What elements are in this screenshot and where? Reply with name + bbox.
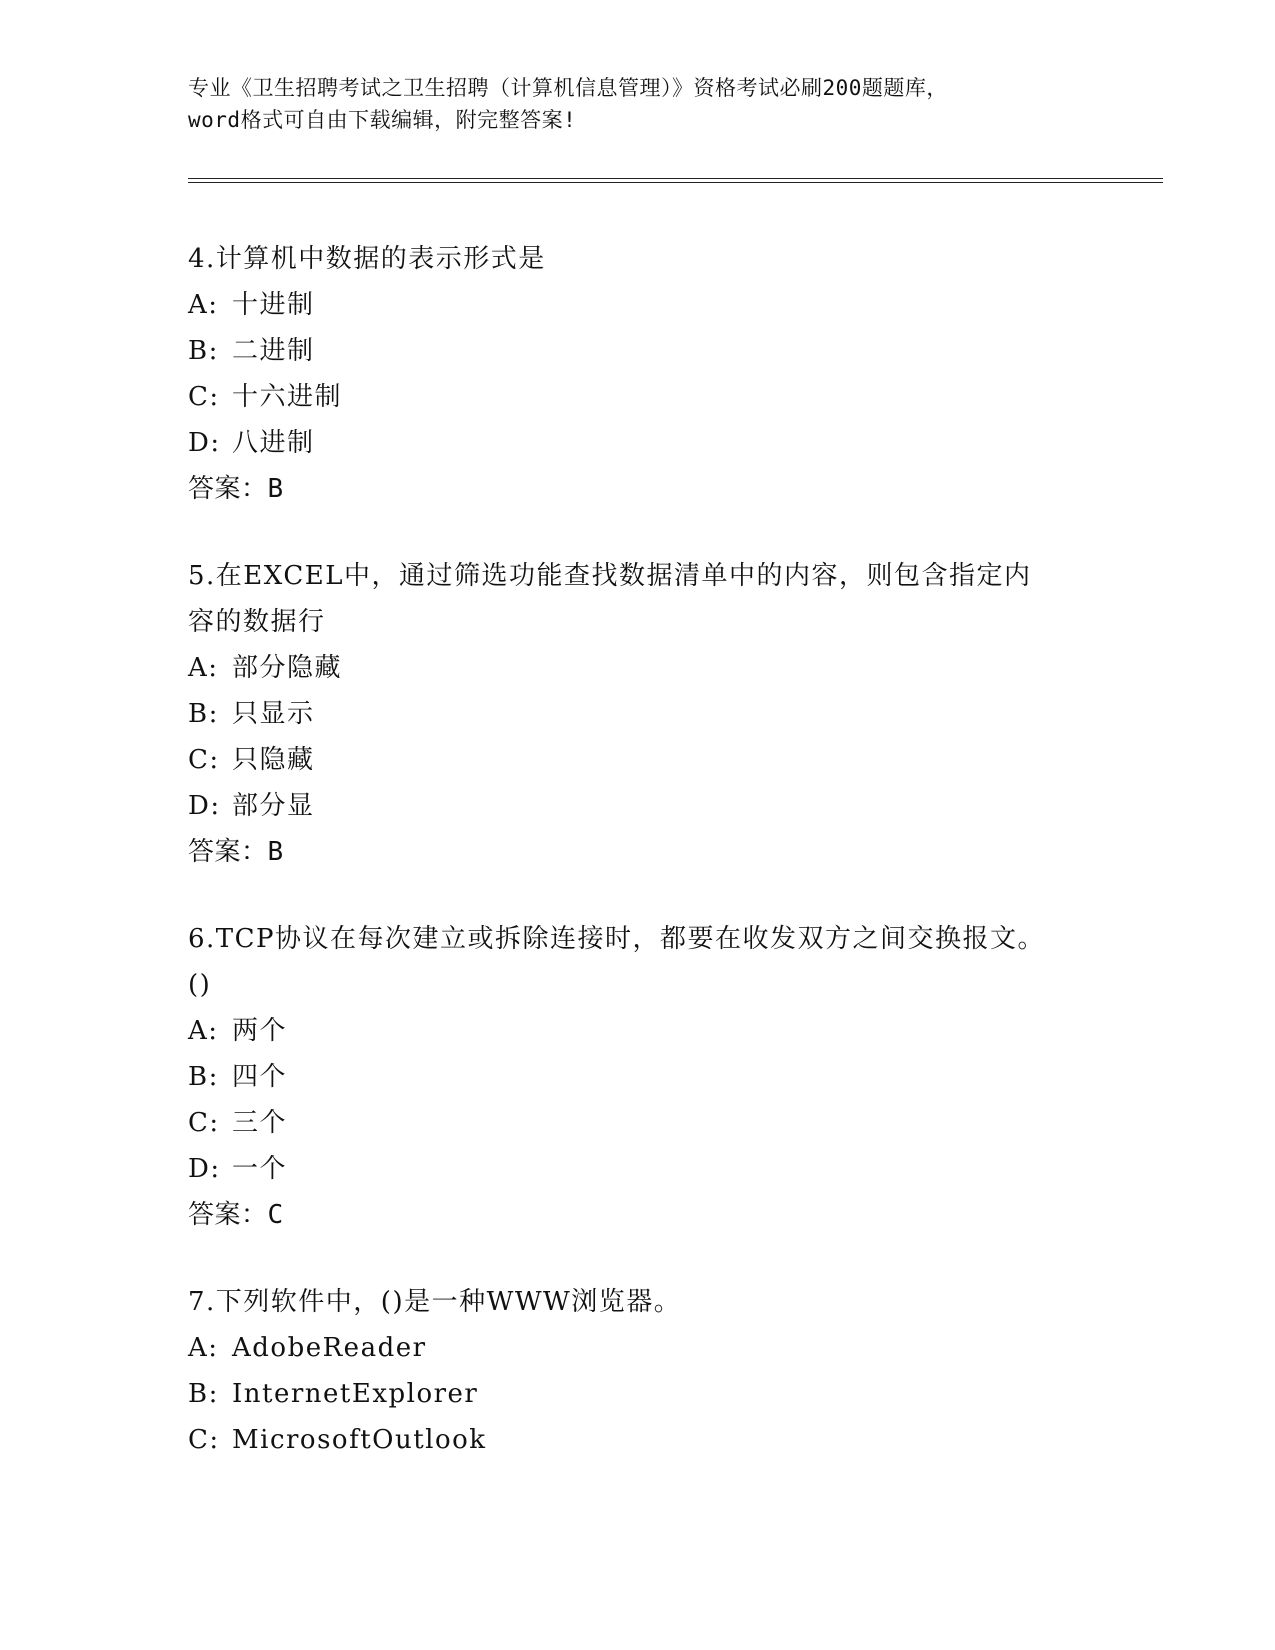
option-key: A: <box>188 1016 219 1046</box>
answer-option <box>188 1054 1108 1100</box>
answer-line: 答案：B <box>188 474 284 504</box>
answer-option <box>188 1371 1108 1417</box>
question-title <box>188 236 1108 282</box>
question-block <box>188 236 1108 512</box>
option-text: AdobeReader <box>232 1333 427 1363</box>
question-title <box>188 916 1108 1008</box>
option-key: B: <box>188 1379 219 1409</box>
option-text: 四个 <box>232 1062 288 1092</box>
answer-option <box>188 1100 1108 1146</box>
question-block <box>188 553 1108 875</box>
option-text: 三个 <box>232 1108 288 1138</box>
option-key: D: <box>188 1154 221 1184</box>
option-text: 部分隐藏 <box>232 653 343 683</box>
answer-option <box>188 1417 1108 1463</box>
option-key: C: <box>188 382 220 412</box>
option-key: D: <box>188 428 221 458</box>
option-key: C: <box>188 1425 220 1455</box>
option-text: 一个 <box>232 1154 288 1184</box>
answer-option <box>188 737 1108 783</box>
question-title <box>188 553 1108 645</box>
answer-option <box>188 1146 1108 1192</box>
option-text: MicrosoftOutlook <box>232 1425 487 1455</box>
option-text: 两个 <box>232 1016 288 1046</box>
header-divider <box>188 178 1163 183</box>
option-text: InternetExplorer <box>232 1379 479 1409</box>
option-text: 部分显 <box>232 791 315 821</box>
answer-option <box>188 1008 1108 1054</box>
question-title-line: 4.计算机中数据的表示形式是 <box>188 244 546 274</box>
question-title-line: 7.下列软件中，()是一种WWW浏览器。 <box>188 1287 682 1317</box>
option-key: B: <box>188 336 219 366</box>
option-text: 二进制 <box>232 336 315 366</box>
answer-option <box>188 783 1108 829</box>
option-key: C: <box>188 1108 220 1138</box>
question-list <box>188 236 1108 1504</box>
answer-option <box>188 374 1108 420</box>
answer-option <box>188 691 1108 737</box>
option-key: B: <box>188 699 219 729</box>
option-text: 只显示 <box>232 699 315 729</box>
answer-line: 答案：C <box>188 1200 284 1230</box>
question-title <box>188 1279 1108 1325</box>
option-key: D: <box>188 791 221 821</box>
question-title-line: () <box>188 970 212 1000</box>
option-key: A: <box>188 1333 219 1363</box>
answer-option <box>188 645 1108 691</box>
option-text: 十进制 <box>232 290 315 320</box>
header-line-2: word格式可自由下载编辑，附完整答案! <box>188 108 577 132</box>
option-key: C: <box>188 745 220 775</box>
document-header <box>188 72 1088 136</box>
option-text: 八进制 <box>232 428 315 458</box>
question-title-line: 6.TCP协议在每次建立或拆除连接时，都要在收发双方之间交换报文。 <box>188 924 1046 954</box>
option-key: A: <box>188 290 219 320</box>
answer-option <box>188 328 1108 374</box>
question-title-line: 容的数据行 <box>188 607 326 637</box>
answer-line: 答案：B <box>188 837 284 867</box>
answer-option <box>188 420 1108 466</box>
header-line-1: 专业《卫生招聘考试之卫生招聘（计算机信息管理）》资格考试必刷200题题库， <box>188 76 948 100</box>
answer-option <box>188 282 1108 328</box>
option-key: B: <box>188 1062 219 1092</box>
question-block <box>188 916 1108 1238</box>
question-title-line: 5.在EXCEL中，通过筛选功能查找数据清单中的内容，则包含指定内 <box>188 561 1032 591</box>
option-text: 十六进制 <box>232 382 343 412</box>
answer-option <box>188 1325 1108 1371</box>
option-text: 只隐藏 <box>232 745 315 775</box>
question-block <box>188 1279 1108 1463</box>
option-key: A: <box>188 653 219 683</box>
